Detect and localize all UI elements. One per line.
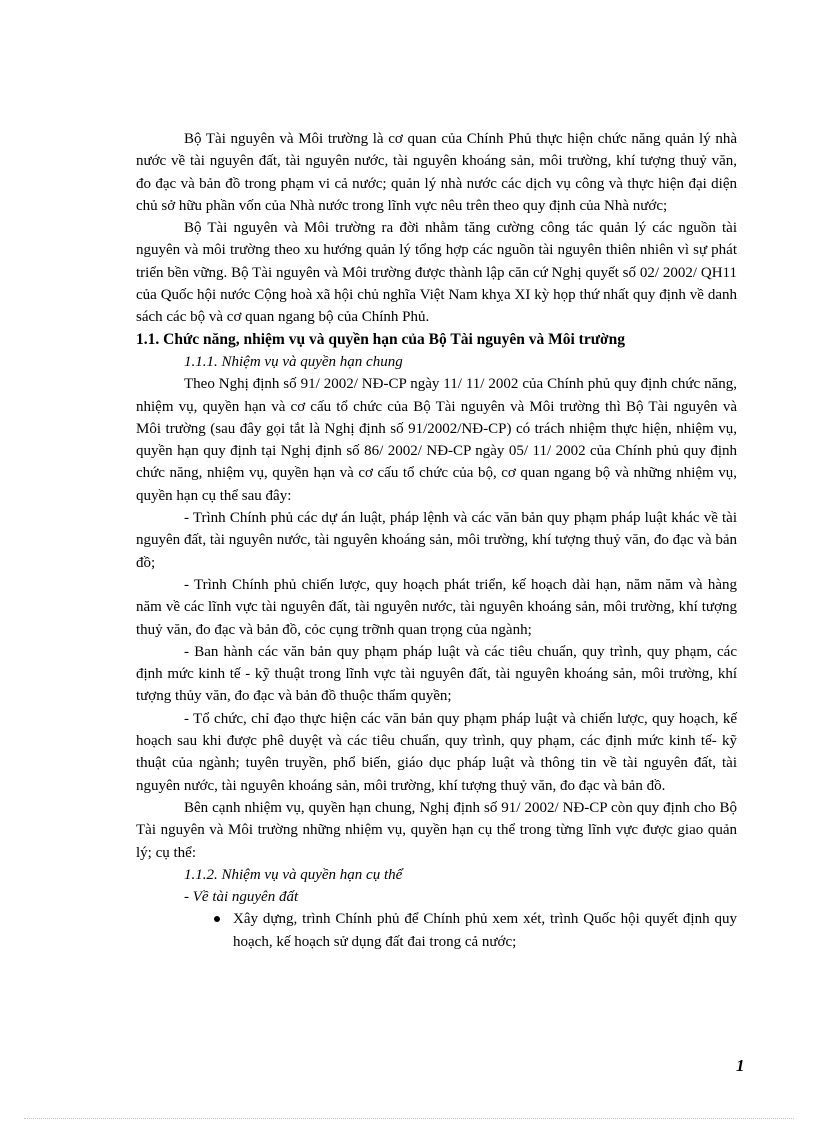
bullet-item-land-planning xyxy=(136,908,737,953)
duty-item-1: - Trình Chính phủ các dự án luật, pháp lệnh và các văn bản quy phạm pháp luật khác về tài nguyên đất, tài nguyên nước, tài nguyên khoáng sản, môi trường, khí tượng thuỷ văn, đo đạc và bản đồ; xyxy=(136,510,737,571)
page-bottom-divider xyxy=(24,1118,794,1119)
bullet-item-text: Xây dựng, trình Chính phủ để Chính phủ xem xét, trình Quốc hội quyết định quy hoạch, kế hoạch sử dụng đất đai trong cả nước; xyxy=(233,911,737,950)
section-heading-1-1: 1.1. Chức năng, nhiệm vụ và quyền hạn của Bộ Tài nguyên và Môi trường xyxy=(136,330,625,348)
subsection-heading-1-1-1: 1.1.1. Nhiệm vụ và quyền hạn chung xyxy=(184,353,403,370)
paragraph-establishment: Bộ Tài nguyên và Môi trường ra đời nhằm tăng cường công tác quản lý các nguồn tài nguyên và môi trường theo xu hướng quản lý tổng hợp các nguồn tài nguyên thiên nhiên vì sự phát triển bền vững. Bộ Tài nguyên và Môi trường được thành lập căn cứ Nghị quyết số 02/ 2002/ QH11 của Quốc hội nước Cộng hoà xã hội chủ nghĩa Việt Nam khỵa XI kỳ họp thứ nhất quy định về danh sách các bộ và cơ quan ngang bộ của Chính Phủ. xyxy=(136,220,737,326)
land-resources-heading: - Về tài nguyên đất xyxy=(184,889,299,906)
paragraph-intro: Bộ Tài nguyên và Môi trường là cơ quan của Chính Phủ thực hiện chức năng quản lý nhà nước về tài nguyên đất, tài nguyên nước, tài nguyên khoáng sản, môi trường, khí tượng thuỷ văn, đo đạc và bản đồ trong phạm vi cả nước; quản lý nhà nước các dịch vụ công và thực hiện đại diện chủ sở hữu phần vốn của Nhà nước trong lĩnh vực nêu trên theo quy định của Nhà nước; xyxy=(136,131,737,214)
duty-item-4: - Tổ chức, chỉ đạo thực hiện các văn bản quy phạm pháp luật và chiến lược, quy hoạch, kế hoạch sau khi được phê duyệt và các tiêu chuẩn, quy trình, quy phạm, các định mức kinh tế- kỹ thuật của ngành; tuyên truyền, phổ biến, giáo dục pháp luật và thông tin về tài nguyên đất, tài nguyên nước, tài nguyên khoáng sản, môi trường, khí tượng thuỷ văn, đo đạc và bản đồ. xyxy=(136,710,737,794)
paragraph-specific-duties: Bên cạnh nhiệm vụ, quyền hạn chung, Nghị định số 91/ 2002/ NĐ-CP còn quy định cho Bộ Tài nguyên và Môi trường những nhiệm vụ, quyền hạn cụ thể trong từng lĩnh vực được giao quản lý; cụ thể: xyxy=(136,799,737,861)
duty-item-2: - Trình Chính phủ chiến lược, quy hoạch phát triển, kế hoạch dài hạn, năm năm và hàng năm về các lĩnh vực tài nguyên đất, tài nguyên nước, tài nguyên khoáng sản, môi trường, khí tượng thuỷ văn, đo đạc và bản đồ, cỏc cụng trỡnh quan trọng của ngành; xyxy=(136,576,737,638)
document-body xyxy=(136,128,737,953)
duty-item-3: - Ban hành các văn bản quy phạm pháp luật và các tiêu chuẩn, quy trình, quy phạm, các định mức kinh tế - kỹ thuật trong lĩnh vực tài nguyên đất, tài nguyên khoáng sản, môi trường, khí tượng thủy văn, đo đạc và bản đồ thuộc thẩm quyền; xyxy=(136,643,737,705)
subsection-heading-1-1-2: 1.1.2. Nhiệm vụ và quyền hạn cụ thể xyxy=(184,866,403,883)
page-number: 1 xyxy=(736,1056,745,1075)
paragraph-decree: Theo Nghị định số 91/ 2002/ NĐ-CP ngày 11/ 11/ 2002 của Chính phủ quy định chức năng, nhiệm vụ, quyền hạn và cơ cấu tổ chức của Bộ Tài nguyên và Môi trường thì Bộ Tài nguyên và Môi trường (sau đây gọi tắt là Nghị định số 91/2002/NĐ-CP) có trách nhiệm thực hiện, nhiệm vụ, quyền hạn quy định tại Nghị định số 86/ 2002/ NĐ-CP ngày 05/ 11/ 2002 của Chính phủ quy định chức năng, nhiệm vụ, quyền hạn và cơ cấu tổ chức của bộ, cơ quan ngang bộ và những nhiệm vụ, quyền hạn cụ thể sau đây: xyxy=(136,376,737,504)
bullet-dot-icon xyxy=(214,916,220,922)
